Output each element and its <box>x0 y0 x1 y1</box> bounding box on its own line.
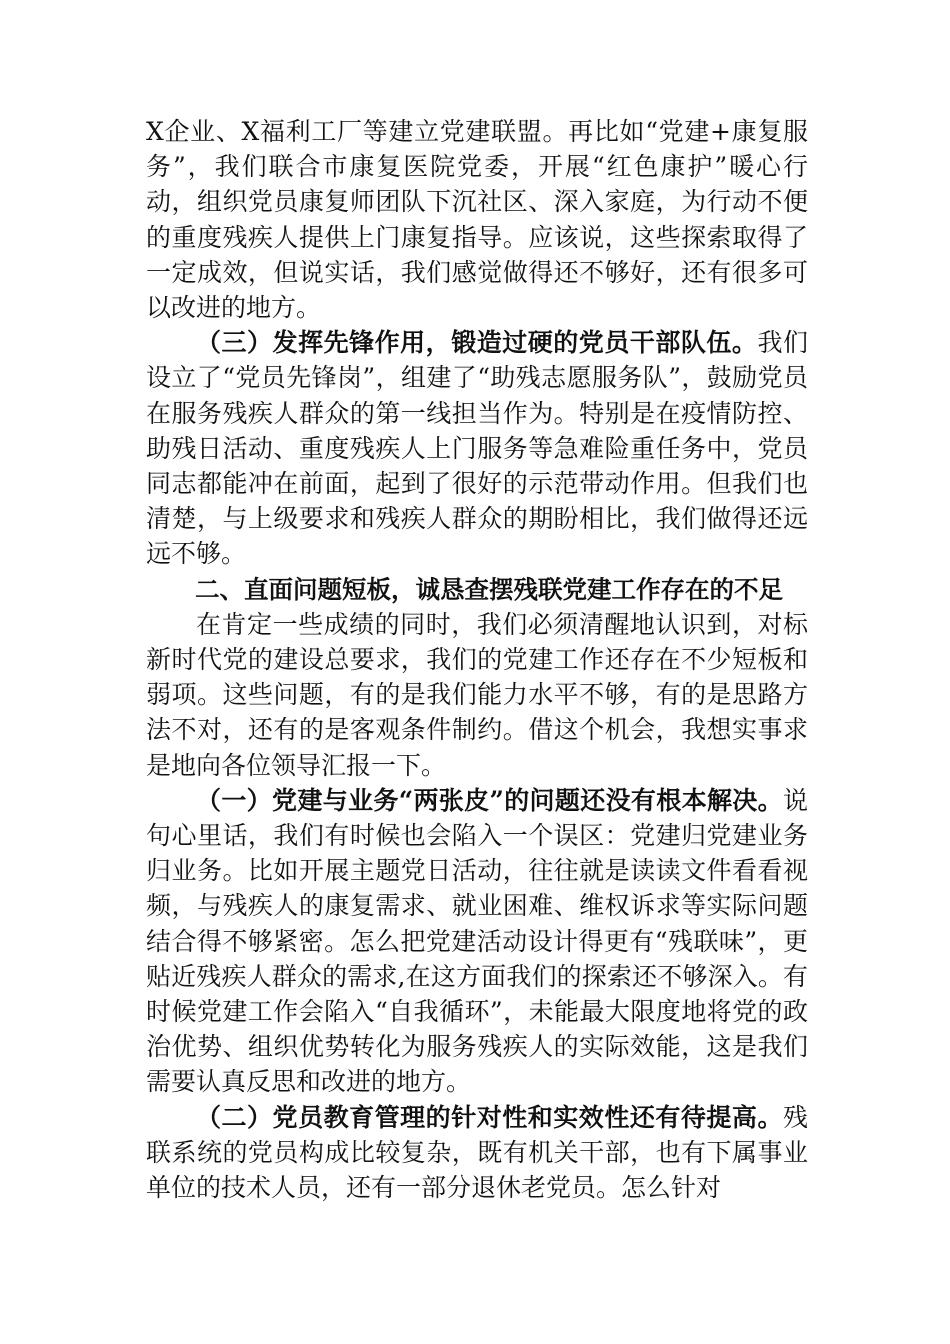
section-heading-problems: 二、直面问题短板，诚恳查摆残联党建工作存在的不足 <box>195 574 783 604</box>
paragraph-party-building-alliance <box>146 114 808 325</box>
paragraph-text: 在肯定一些成绩的同时，我们必须清醒地认识到，对标新时代党的建设总要求，我们的党建工作还存在不少短板和弱项。这些问题，有的是我们能力水平不够，有的是思路方法不对，还有的是客观条件制约。借这个机会，我想实事求是地向各位领导汇报一下。 <box>146 609 808 780</box>
paragraph-text: X企业、X福利工厂等建立党建联盟。再比如“党建+康复服务”，我们联合市康复医院党委，开展“红色康护”暖心行动，组织党员康复师团队下沉社区、深入家庭，为行动不便的重度残疾人提供上门康复指导。应该说，这些探索取得了一定成效，但说实话，我们感觉做得还不够好，还有很多可以改进的地方。 <box>146 117 808 323</box>
subheading-two-skins: （一）党建与业务“两张皮”的问题还没有根本解决。 <box>196 785 783 815</box>
subheading-member-education: （二）党员教育管理的针对性和实效性还有待提高。 <box>196 1102 783 1132</box>
paragraph-text: 说句心里话，我们有时候也会陷入一个误区：党建归党建业务归业务。比如开展主题党日活动，往往就是读读文件看看视频，与残疾人的康复需求、就业困难、维权诉求等实际问题结合得不够紧密。怎么把党建活动设计得更有“残联味”，更贴近残疾人群众的需求,在这方面我们的探索还不够深入。有时候党建工作会陷入“自我循环”，未能最大限度地将党的政治优势、组织优势转化为服务残疾人的实际效能，这是我们需要认真反思和改进的地方。 <box>146 785 808 1097</box>
document-page <box>146 114 808 1205</box>
subheading-vanguard: （三）发挥先锋作用，锻造过硬的党员干部队伍。 <box>196 328 758 358</box>
paragraph-vanguard-role <box>146 325 808 571</box>
paragraph-text: 我们设立了“党员先锋岗”，组建了“助残志愿服务队”，鼓励党员在服务残疾人群众的第一线担当作为。特别是在疫情防控、助残日活动、重度残疾人上门服务等急难险重任务中，党员同志都能冲在前面，起到了很好的示范带动作用。但我们也清楚，与上级要求和残疾人群众的期盼相比，我们做得还远远不够。 <box>146 328 808 569</box>
paragraph-member-education <box>146 1100 808 1206</box>
paragraph-text: 残联系统的党员构成比较复杂，既有机关干部，也有下属事业单位的技术人员，还有一部分退休老党员。怎么针对 <box>146 1102 808 1203</box>
paragraph-acknowledge-shortcomings <box>146 607 808 783</box>
paragraph-two-skins-problem <box>146 783 808 1100</box>
